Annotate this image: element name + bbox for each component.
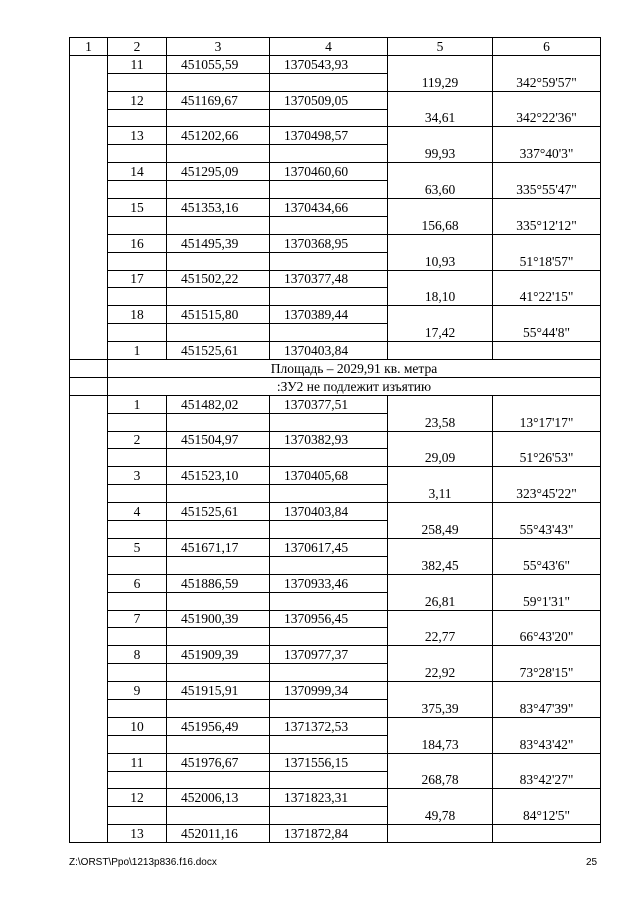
segment-row xyxy=(70,324,601,342)
direction-angle-cell: 66°43'20" xyxy=(493,628,601,646)
direction-angle-cell: 83°43'42" xyxy=(493,735,601,753)
empty-cell xyxy=(167,181,270,199)
segment-length-cell: 10,93 xyxy=(388,252,493,270)
y-coordinate-cell: 1370956,45 xyxy=(270,610,388,628)
angle-cell xyxy=(493,503,601,521)
empty-cell xyxy=(167,485,270,503)
direction-angle-cell: 41°22'15" xyxy=(493,288,601,306)
angle-cell xyxy=(493,270,601,288)
coordinates-table xyxy=(69,37,601,843)
angle-cell xyxy=(493,646,601,664)
empty-cell xyxy=(270,735,388,753)
point-number-cell: 2 xyxy=(108,431,167,449)
empty-cell xyxy=(167,771,270,789)
distance-cell xyxy=(388,270,493,288)
empty-cell xyxy=(108,771,167,789)
y-coordinate-cell: 1371556,15 xyxy=(270,753,388,771)
empty-cell xyxy=(108,521,167,539)
point-row xyxy=(70,682,601,700)
empty-cell xyxy=(108,485,167,503)
distance-cell xyxy=(388,789,493,807)
empty-cell xyxy=(270,628,388,646)
segment-row xyxy=(70,521,601,539)
x-coordinate-cell: 451295,09 xyxy=(167,163,270,181)
y-coordinate-cell: 1371823,31 xyxy=(270,789,388,807)
distance-cell xyxy=(388,538,493,556)
direction-angle-cell: 73°28'15" xyxy=(493,664,601,682)
empty-cell xyxy=(108,807,167,825)
segment-length-cell: 18,10 xyxy=(388,288,493,306)
empty-cell xyxy=(270,73,388,91)
empty-cell xyxy=(167,628,270,646)
angle-cell xyxy=(493,431,601,449)
empty-cell xyxy=(108,288,167,306)
point-row xyxy=(70,342,601,360)
empty-cell xyxy=(270,324,388,342)
empty-cell xyxy=(108,413,167,431)
distance-cell xyxy=(388,306,493,324)
point-number-cell: 15 xyxy=(108,199,167,217)
segment-length-cell: 99,93 xyxy=(388,145,493,163)
x-coordinate-cell: 451504,97 xyxy=(167,431,270,449)
distance-cell xyxy=(388,395,493,413)
empty-cell xyxy=(270,556,388,574)
x-coordinate-cell: 451515,80 xyxy=(167,306,270,324)
direction-angle-cell: 55°43'43" xyxy=(493,521,601,539)
x-coordinate-cell: 452006,13 xyxy=(167,789,270,807)
empty-cell xyxy=(167,216,270,234)
angle-cell xyxy=(493,306,601,324)
distance-cell xyxy=(388,717,493,735)
y-coordinate-cell: 1370377,48 xyxy=(270,270,388,288)
area-row-text: Площадь – 2029,91 кв. метра xyxy=(108,360,601,378)
angle-cell xyxy=(493,127,601,145)
x-coordinate-cell: 451909,39 xyxy=(167,646,270,664)
header-cell-5: 5 xyxy=(388,38,493,56)
distance-cell xyxy=(388,127,493,145)
point-number-cell: 11 xyxy=(108,753,167,771)
segment-length-cell: 268,78 xyxy=(388,771,493,789)
point-row xyxy=(70,199,601,217)
point-row xyxy=(70,646,601,664)
distance-cell xyxy=(388,610,493,628)
empty-cell xyxy=(167,413,270,431)
empty-cell xyxy=(108,145,167,163)
segment-length-cell: 23,58 xyxy=(388,413,493,431)
x-coordinate-cell: 451956,49 xyxy=(167,717,270,735)
segment-row xyxy=(70,449,601,467)
distance-cell xyxy=(388,825,493,843)
empty-cell xyxy=(108,592,167,610)
point-number-cell: 7 xyxy=(108,610,167,628)
coordinates-table-body xyxy=(70,38,601,843)
direction-angle-cell: 323°45'22" xyxy=(493,485,601,503)
point-number-cell: 6 xyxy=(108,574,167,592)
empty-cell xyxy=(270,109,388,127)
empty-cell xyxy=(167,324,270,342)
angle-cell xyxy=(493,682,601,700)
point-number-cell: 1 xyxy=(108,395,167,413)
point-row xyxy=(70,825,601,843)
angle-cell xyxy=(493,91,601,109)
point-number-cell: 18 xyxy=(108,306,167,324)
angle-cell xyxy=(493,717,601,735)
point-number-cell: 13 xyxy=(108,127,167,145)
distance-cell xyxy=(388,503,493,521)
y-coordinate-cell: 1370543,93 xyxy=(270,55,388,73)
header-cell-2: 2 xyxy=(108,38,167,56)
angle-cell xyxy=(493,163,601,181)
direction-angle-cell: 83°47'39" xyxy=(493,699,601,717)
angle-cell xyxy=(493,395,601,413)
y-coordinate-cell: 1370977,37 xyxy=(270,646,388,664)
zu-status-row xyxy=(70,377,601,395)
segment-length-cell: 22,77 xyxy=(388,628,493,646)
x-coordinate-cell: 451900,39 xyxy=(167,610,270,628)
empty-cell xyxy=(167,252,270,270)
empty-cell xyxy=(167,807,270,825)
point-number-cell: 10 xyxy=(108,717,167,735)
direction-angle-cell: 84°12'5" xyxy=(493,807,601,825)
document-sheet xyxy=(69,37,600,843)
empty-cell xyxy=(108,109,167,127)
angle-cell xyxy=(493,234,601,252)
x-coordinate-cell: 451671,17 xyxy=(167,538,270,556)
segment-row xyxy=(70,628,601,646)
distance-cell xyxy=(388,646,493,664)
point-row xyxy=(70,467,601,485)
point-row xyxy=(70,431,601,449)
x-coordinate-cell: 451976,67 xyxy=(167,753,270,771)
segment-length-cell: 156,68 xyxy=(388,216,493,234)
empty-cell xyxy=(167,664,270,682)
y-coordinate-cell: 1370460,60 xyxy=(270,163,388,181)
distance-cell xyxy=(388,431,493,449)
angle-cell xyxy=(493,55,601,73)
point-number-cell: 14 xyxy=(108,163,167,181)
x-coordinate-cell: 452011,16 xyxy=(167,825,270,843)
y-coordinate-cell: 1370377,51 xyxy=(270,395,388,413)
segment-row xyxy=(70,807,601,825)
y-coordinate-cell: 1371872,84 xyxy=(270,825,388,843)
point-number-cell: 11 xyxy=(108,55,167,73)
segment-row xyxy=(70,216,601,234)
x-coordinate-cell: 451915,91 xyxy=(167,682,270,700)
direction-angle-cell: 13°17'17" xyxy=(493,413,601,431)
empty-cell xyxy=(270,521,388,539)
y-coordinate-cell: 1370509,05 xyxy=(270,91,388,109)
footer-page-number: 25 xyxy=(586,857,598,868)
segment-length-cell: 63,60 xyxy=(388,181,493,199)
angle-cell xyxy=(493,753,601,771)
point-number-cell: 12 xyxy=(108,789,167,807)
empty-cell xyxy=(167,556,270,574)
direction-angle-cell: 59°1'31" xyxy=(493,592,601,610)
empty-cell xyxy=(270,449,388,467)
direction-angle-cell: 335°12'12" xyxy=(493,216,601,234)
direction-angle-cell: 342°22'36" xyxy=(493,109,601,127)
segment-length-cell: 184,73 xyxy=(388,735,493,753)
y-coordinate-cell: 1370368,95 xyxy=(270,234,388,252)
y-coordinate-cell: 1370933,46 xyxy=(270,574,388,592)
y-coordinate-cell: 1370617,45 xyxy=(270,538,388,556)
point-row xyxy=(70,574,601,592)
segment-row xyxy=(70,699,601,717)
empty-cell xyxy=(108,449,167,467)
point-row xyxy=(70,91,601,109)
empty-cell xyxy=(270,216,388,234)
header-cell-1: 1 xyxy=(70,38,108,56)
empty-cell xyxy=(270,592,388,610)
x-coordinate-cell: 451495,39 xyxy=(167,234,270,252)
segment-length-cell: 22,92 xyxy=(388,664,493,682)
empty-cell xyxy=(108,735,167,753)
direction-angle-cell: 83°42'27" xyxy=(493,771,601,789)
empty-cell xyxy=(167,592,270,610)
point-row xyxy=(70,234,601,252)
empty-cell xyxy=(270,181,388,199)
y-coordinate-cell: 1371372,53 xyxy=(270,717,388,735)
distance-cell xyxy=(388,342,493,360)
empty-cell xyxy=(108,73,167,91)
x-coordinate-cell: 451523,10 xyxy=(167,467,270,485)
header-cell-6: 6 xyxy=(493,38,601,56)
point-number-cell: 12 xyxy=(108,91,167,109)
area-row xyxy=(70,360,601,378)
empty-cell xyxy=(108,181,167,199)
segment-row xyxy=(70,664,601,682)
segment-row xyxy=(70,252,601,270)
x-coordinate-cell: 451482,02 xyxy=(167,395,270,413)
header-row xyxy=(70,38,601,56)
angle-cell xyxy=(493,610,601,628)
direction-angle-cell: 55°44'8" xyxy=(493,324,601,342)
empty-cell xyxy=(270,145,388,163)
point-number-cell: 13 xyxy=(108,825,167,843)
distance-cell xyxy=(388,199,493,217)
segment-row xyxy=(70,735,601,753)
zu-status-row-text: :ЗУ2 не подлежит изъятию xyxy=(108,377,601,395)
empty-cell xyxy=(270,485,388,503)
direction-angle-cell: 51°26'53" xyxy=(493,449,601,467)
y-coordinate-cell: 1370389,44 xyxy=(270,306,388,324)
point-number-cell: 8 xyxy=(108,646,167,664)
header-cell-3: 3 xyxy=(167,38,270,56)
segment-length-cell: 119,29 xyxy=(388,73,493,91)
y-coordinate-cell: 1370999,34 xyxy=(270,682,388,700)
direction-angle-cell: 335°55'47" xyxy=(493,181,601,199)
point-row xyxy=(70,717,601,735)
point-number-cell: 1 xyxy=(108,342,167,360)
empty-cell xyxy=(167,521,270,539)
y-coordinate-cell: 1370498,57 xyxy=(270,127,388,145)
y-coordinate-cell: 1370405,68 xyxy=(270,467,388,485)
header-cell-4: 4 xyxy=(270,38,388,56)
angle-cell xyxy=(493,467,601,485)
y-coordinate-cell: 1370382,93 xyxy=(270,431,388,449)
distance-cell xyxy=(388,55,493,73)
empty-cell xyxy=(270,252,388,270)
point-row xyxy=(70,538,601,556)
segment-length-cell: 29,09 xyxy=(388,449,493,467)
distance-cell xyxy=(388,91,493,109)
segment-length-cell: 375,39 xyxy=(388,699,493,717)
empty-cell xyxy=(167,735,270,753)
empty-cell xyxy=(270,664,388,682)
direction-angle-cell: 51°18'57" xyxy=(493,252,601,270)
y-coordinate-cell: 1370434,66 xyxy=(270,199,388,217)
angle-cell xyxy=(493,789,601,807)
empty-cell xyxy=(108,252,167,270)
empty-cell xyxy=(167,109,270,127)
x-coordinate-cell: 451525,61 xyxy=(167,503,270,521)
empty-cell xyxy=(270,288,388,306)
segment-row xyxy=(70,109,601,127)
point-number-cell: 3 xyxy=(108,467,167,485)
segment-row xyxy=(70,288,601,306)
empty-cell xyxy=(270,699,388,717)
x-coordinate-cell: 451886,59 xyxy=(167,574,270,592)
angle-cell xyxy=(493,825,601,843)
point-row xyxy=(70,753,601,771)
point-row xyxy=(70,127,601,145)
empty-cell xyxy=(167,449,270,467)
x-coordinate-cell: 451169,67 xyxy=(167,91,270,109)
empty-cell xyxy=(167,145,270,163)
point-row xyxy=(70,503,601,521)
point-row xyxy=(70,395,601,413)
angle-cell xyxy=(493,574,601,592)
distance-cell xyxy=(388,467,493,485)
angle-cell xyxy=(493,538,601,556)
empty-cell xyxy=(108,216,167,234)
point-row xyxy=(70,163,601,181)
y-coordinate-cell: 1370403,84 xyxy=(270,342,388,360)
point-number-cell: 4 xyxy=(108,503,167,521)
empty-cell xyxy=(108,324,167,342)
point-row xyxy=(70,610,601,628)
empty-cell xyxy=(270,771,388,789)
x-coordinate-cell: 451055,59 xyxy=(167,55,270,73)
segment-row xyxy=(70,556,601,574)
empty-cell xyxy=(167,73,270,91)
empty-cell xyxy=(108,664,167,682)
segment-row xyxy=(70,73,601,91)
distance-cell xyxy=(388,234,493,252)
point-number-cell: 5 xyxy=(108,538,167,556)
angle-cell xyxy=(493,199,601,217)
empty-cell xyxy=(108,556,167,574)
distance-cell xyxy=(388,682,493,700)
empty-cell xyxy=(108,699,167,717)
footer-file-path: Z:\ORST\Ppo\1213p836.f16.docx xyxy=(69,857,217,868)
distance-cell xyxy=(388,753,493,771)
segment-row xyxy=(70,771,601,789)
empty-cell xyxy=(70,360,108,378)
empty-cell xyxy=(108,628,167,646)
segment-length-cell: 26,81 xyxy=(388,592,493,610)
segment-length-cell: 3,11 xyxy=(388,485,493,503)
segment-row xyxy=(70,485,601,503)
direction-angle-cell: 342°59'57" xyxy=(493,73,601,91)
point-row xyxy=(70,306,601,324)
segment-length-cell: 382,45 xyxy=(388,556,493,574)
distance-cell xyxy=(388,163,493,181)
empty-cell xyxy=(167,288,270,306)
empty-cell xyxy=(270,413,388,431)
row-group-cell xyxy=(70,55,108,359)
x-coordinate-cell: 451502,22 xyxy=(167,270,270,288)
segment-row xyxy=(70,145,601,163)
y-coordinate-cell: 1370403,84 xyxy=(270,503,388,521)
segment-row xyxy=(70,413,601,431)
row-group-cell xyxy=(70,395,108,842)
angle-cell xyxy=(493,342,601,360)
point-number-cell: 16 xyxy=(108,234,167,252)
segment-row xyxy=(70,181,601,199)
direction-angle-cell: 55°43'6" xyxy=(493,556,601,574)
segment-length-cell: 49,78 xyxy=(388,807,493,825)
empty-cell xyxy=(167,699,270,717)
point-row xyxy=(70,55,601,73)
empty-cell xyxy=(270,807,388,825)
segment-length-cell: 258,49 xyxy=(388,521,493,539)
point-number-cell: 17 xyxy=(108,270,167,288)
point-row xyxy=(70,789,601,807)
x-coordinate-cell: 451202,66 xyxy=(167,127,270,145)
x-coordinate-cell: 451353,16 xyxy=(167,199,270,217)
empty-cell xyxy=(70,377,108,395)
point-number-cell: 9 xyxy=(108,682,167,700)
point-row xyxy=(70,270,601,288)
direction-angle-cell: 337°40'3" xyxy=(493,145,601,163)
x-coordinate-cell: 451525,61 xyxy=(167,342,270,360)
distance-cell xyxy=(388,574,493,592)
segment-row xyxy=(70,592,601,610)
segment-length-cell: 34,61 xyxy=(388,109,493,127)
segment-length-cell: 17,42 xyxy=(388,324,493,342)
